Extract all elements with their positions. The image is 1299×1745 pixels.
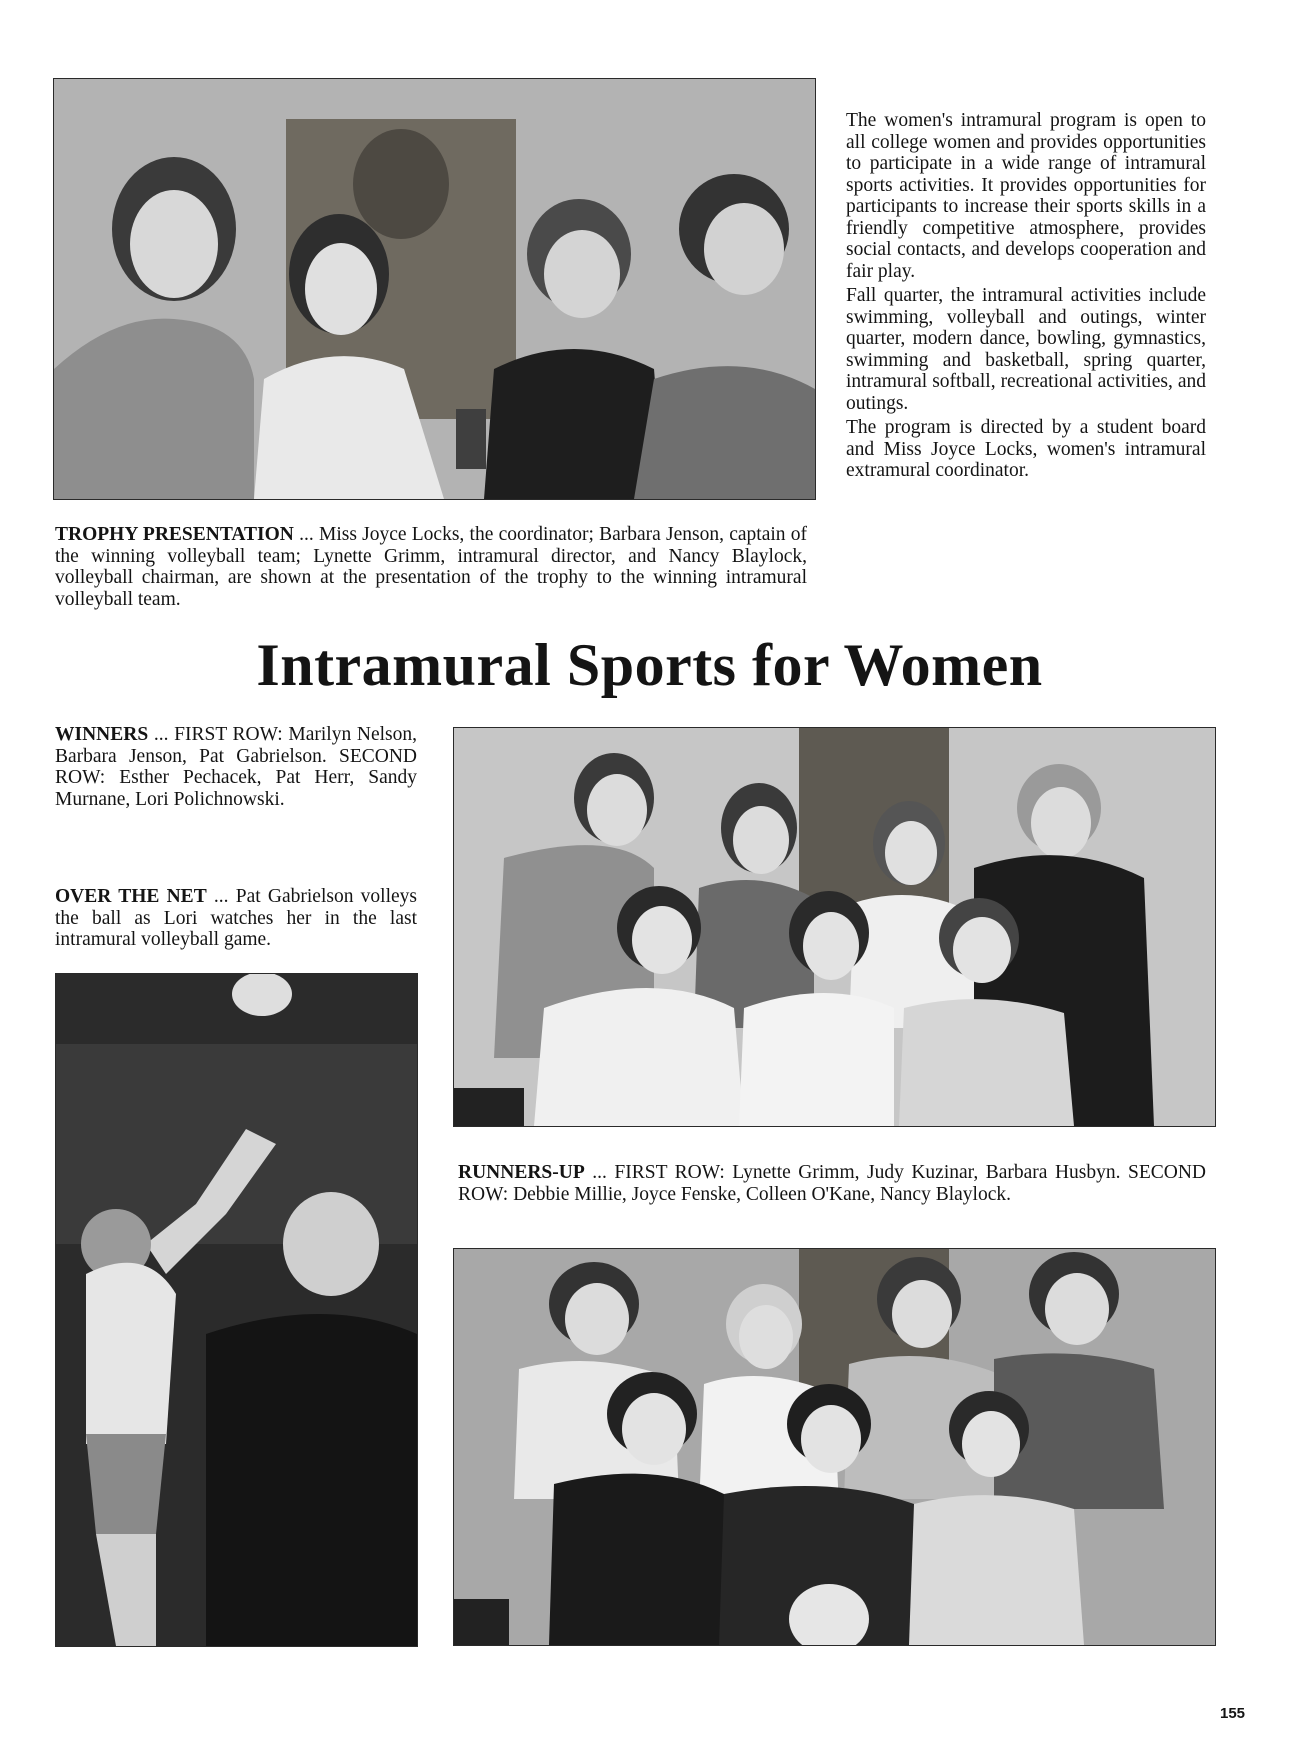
winners-caption [55, 724, 417, 810]
caption-body: ... FIRST ROW: Lynette Grimm, Judy Kuzinar, Barbara Husbyn. SECOND ROW: Debbie Millie, Joyce Fenske, Colleen O'Kane, Nancy Blaylock. [458, 1162, 1206, 1205]
runners-up-team-photo [453, 1248, 1216, 1646]
caption-body: ... Miss Joyce Locks, the coordinator; Barbara Jenson, captain of the winning volleyball team; Lynette Grimm, intramural director, and Nancy Blaylock, volleyball chairman, are shown at the presentation of the trophy to the winning intramural volleyball team. [55, 524, 807, 610]
caption-lead: RUNNERS-UP [458, 1162, 585, 1183]
caption-body: ... Pat Gabrielson volleys the ball as Lori watches her in the last intramural volleyball game. [55, 886, 417, 950]
page-number: 155 [1220, 1705, 1246, 1722]
page-title: Intramural Sports for Women [256, 632, 1043, 698]
trophy-presentation-photo [53, 78, 816, 500]
program-description [846, 110, 1206, 482]
program-paragraph-3: The program is directed by a student board and Miss Joyce Locks, women's intramural extramural coordinator. [846, 417, 1206, 481]
over-the-net-photo [55, 973, 418, 1647]
winners-team-photo [453, 727, 1216, 1127]
caption-lead: OVER THE NET [55, 886, 207, 907]
caption-body: ... FIRST ROW: Marilyn Nelson, Barbara Jenson, Pat Gabrielson. SECOND ROW: Esther Pechacek, Pat Herr, Sandy Murnane, Lori Polichnowski. [55, 724, 417, 810]
program-paragraph-1: The women's intramural program is open to all college women and provides opportunities to participate in a wide range of intramural sports activities. It provides opportunities for participants to increase their sports skills in a friendly competitive atmosphere, provides social contacts, and develops cooperation and fair play. [846, 110, 1206, 282]
over-the-net-caption [55, 886, 417, 951]
caption-lead: WINNERS [55, 724, 149, 745]
caption-lead: TROPHY PRESENTATION [55, 524, 294, 545]
program-paragraph-2: Fall quarter, the intramural activities include swimming, volleyball and outings, winter quarter, modern dance, bowling, gymnastics, swimming and basketball, spring quarter, intramural softball, recreational activities, and outings. [846, 285, 1206, 414]
runners-up-caption [458, 1162, 1206, 1205]
trophy-presentation-caption [55, 524, 807, 610]
